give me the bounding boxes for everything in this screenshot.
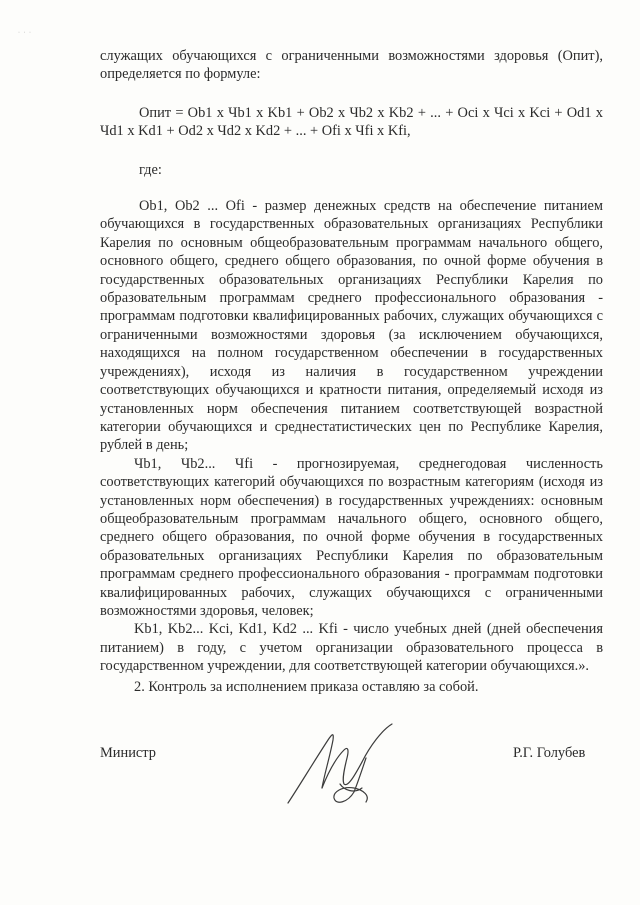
item-2: 2. Контроль за исполнением приказа оставляю за собой. bbox=[134, 678, 479, 695]
signer-name: Р.Г. Голубев bbox=[513, 745, 586, 761]
definition-k: Kb1, Kb2... Kci, Kd1, Kd2 ... Kfi - число учебных дней (дней обеспечения питанием) в году, с учетом организации образовательного процесса в государственном учреждении, для соответствующей категории обучающихся.». bbox=[100, 621, 603, 675]
signer-title: Министр bbox=[100, 745, 156, 761]
definition-o: Ob1, Ob2 ... Ofi - размер денежных средств на обеспечение питанием обучающихся в государственных образовательных организациях Республики Карелия по основным общеобразовательным программам начального общего, основного общего, среднего общего образования, по очной форме обучения в государственных образовательных организациях Республики Карелия по образовательным программам среднего профессионального образования - программам подготовки квалифицированных рабочих, служащих обучающихся с ограниченными возможностями здоровья (за исключением обучающихся, находящихся на полном государственном обеспечении в государственных учреждениях), исходя из наличия в государственном учреждении соответствующих обучающихся и кратности питания, определяемый исходя из установленных норм обеспечения питанием соответствующей возрастной категории обучающихся и среднестатистических цен по Республике Карелия, рублей в день; bbox=[100, 198, 603, 454]
document-body bbox=[100, 47, 603, 696]
definition-ch: Чb1, Чb2... Чfi - прогнозируемая, среднегодовая численность соответствующих категорий обучающихся по возрастным категориям (исходя из установленных норм обеспечения) в государственных учреждениях: основным общеобразовательным программам начального общего, основного общего, среднего общего образования, по очной форме обучения в государственных образовательных организациях Республики Карелия по образовательным программам среднего профессионального образования - программам подготовки квалифицированных рабочих, служащих обучающихся с ограниченными возможностями здоровья, человек; bbox=[100, 455, 603, 619]
intro-paragraph: служащих обучающихся с ограниченными возможностями здоровья (Опит), определяется по формуле: bbox=[100, 48, 603, 83]
where-label: где: bbox=[139, 161, 162, 178]
handwritten-signature bbox=[278, 718, 408, 813]
formula-paragraph: Опит = Ob1 x Чb1 x Kb1 + Ob2 x Чb2 x Kb2 + ... + Oci x Чci x Kci + Od1 x Чd1 x Kd1 + Od2 x Чd2 x Kd2 + ... + Ofi x Чfi x Kfi, bbox=[100, 104, 603, 140]
corner-mark: · · · bbox=[18, 30, 32, 36]
